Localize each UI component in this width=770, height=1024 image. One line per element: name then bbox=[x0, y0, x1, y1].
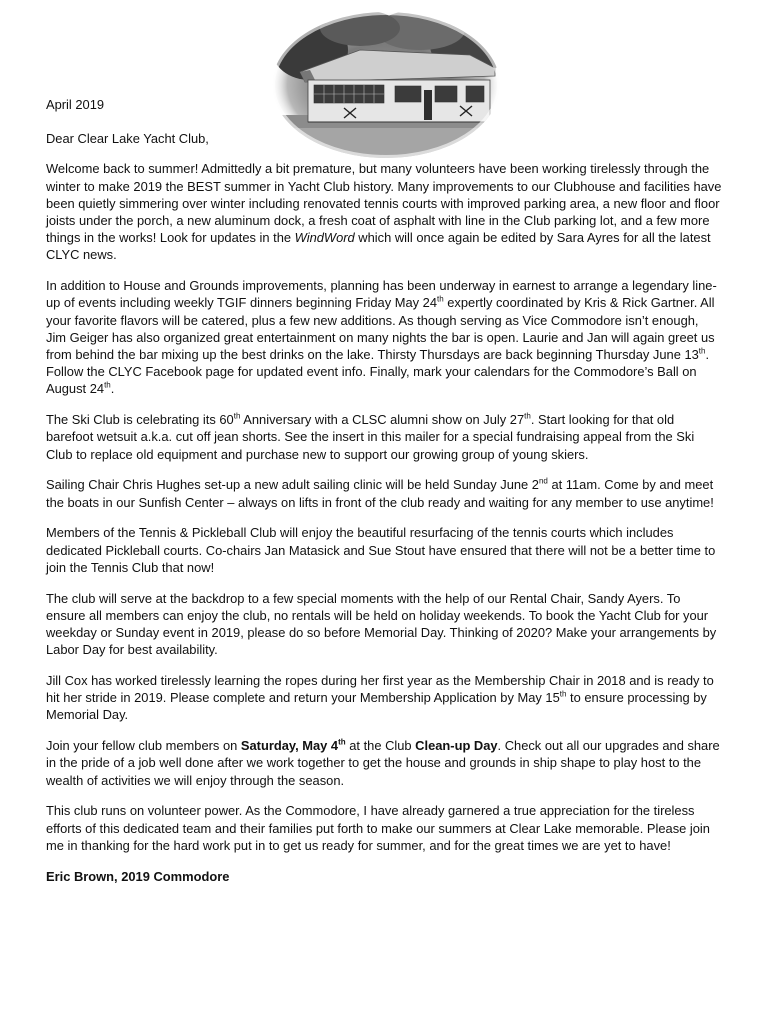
paragraph-ski-club: The Ski Club is celebrating its 60th Anniversary with a CLSC alumni show on July 27th. Start looking for that old barefoot wetsuit a.k.a. cut off jean shorts. See the insert in this mailer for a special fundraising appeal from the Ski Club to replace old equipment and purchase new to support our growing group of young skiers. bbox=[46, 411, 695, 462]
letter-greeting: Dear Clear Lake Yacht Club, bbox=[46, 131, 209, 147]
paragraph-tennis: Members of the Tennis & Pickleball Club will enjoy the beautiful resurfacing of the tennis courts which includes dedicated Pickleball courts. Co-chairs Jan Matasick and Sue Stout have ensured that there will not be a better time to join the Tennis Club that now! bbox=[46, 525, 716, 575]
letter-body bbox=[46, 96, 722, 898]
paragraph-membership: Jill Cox has worked tirelessly learning the ropes during her first year as the Membership Chair in 2018 and is ready to hit her stride in 2019. Please complete and return your Membership Application by May 15th to ensure processing by Memorial Day. bbox=[46, 673, 714, 723]
paragraph-sailing: Sailing Chair Chris Hughes set-up a new adult sailing clinic will be held Sunday June 2nd at 11am. Come by and meet the boats in our Sunfish Center – always on lifts in front of the club ready and waiting for any member to use anytime! bbox=[46, 477, 714, 510]
paragraph-rentals: The club will serve at the backdrop to a few special moments with the help of our Rental Chair, Sandy Ayers. To ensure all members can enjoy the club, no rentals will be held on holiday weekends. To book the Yacht Club for your weekday or Sunday event in 2019, please do so before Memorial Day. Thinking of 2020? Make your arrangements by Labor Day for best availability. bbox=[46, 590, 717, 658]
paragraph-events: In addition to House and Grounds improvements, planning has been underway in earnest to arrange a legendary line-up of events including weekly TGIF dinners beginning Friday May 24th expertly coordinated by Kris & Rick Gartner. All your favorite flavors will be catered, plus a few new additions. As though serving as Vice Commodore isn’t enough, Jim Geiger has also organized great entertainment on many nights the bar is open. Laurie and Jan will again greet us from behind the bar mixing up the best drinks on the lake. Thirsty Thursdays are back beginning Thursday June 13th. Follow the CLYC Facebook page for updated event info. Finally, mark your calendars for the Commodore’s Ball on August 24th. bbox=[46, 278, 717, 397]
paragraph-cleanup-day: Join your fellow club members on Saturday, May 4th at the Club Clean-up Day. Check out all our upgrades and share in the pride of a job well done after we work together to get the house and grounds in ship shape to play host to the wealth of activities we will enjoy through the season. bbox=[46, 737, 720, 788]
paragraph-welcome: Welcome back to summer! Admittedly a bit premature, but many volunteers have been working tirelessly through the winter to make 2019 the BEST summer in Yacht Club history. Many improvements to our Clubhouse and facilities have been quietly simmering over winter including renovated tennis courts with improved parking area, a new floor and floor joists under the porch, a new aluminum dock, a fresh coat of asphalt with line in the Club parking lot, and a few more things in the works! Look for updates in the WindWord which will once again be edited by Sara Ayres for all the latest CLYC news. bbox=[46, 161, 722, 263]
paragraph-volunteers: This club runs on volunteer power. As the Commodore, I have already garnered a true appreciation for the tireless efforts of this dedicated team and their families put forth to make our summers at Clear Lake memorable. Please join me in thanking for the hard work put in to get us ready for summer, and for the great times we are yet to have! bbox=[46, 803, 710, 853]
signature: Eric Brown, 2019 Commodore bbox=[46, 868, 230, 884]
letter-date: April 2019 bbox=[46, 97, 105, 112]
